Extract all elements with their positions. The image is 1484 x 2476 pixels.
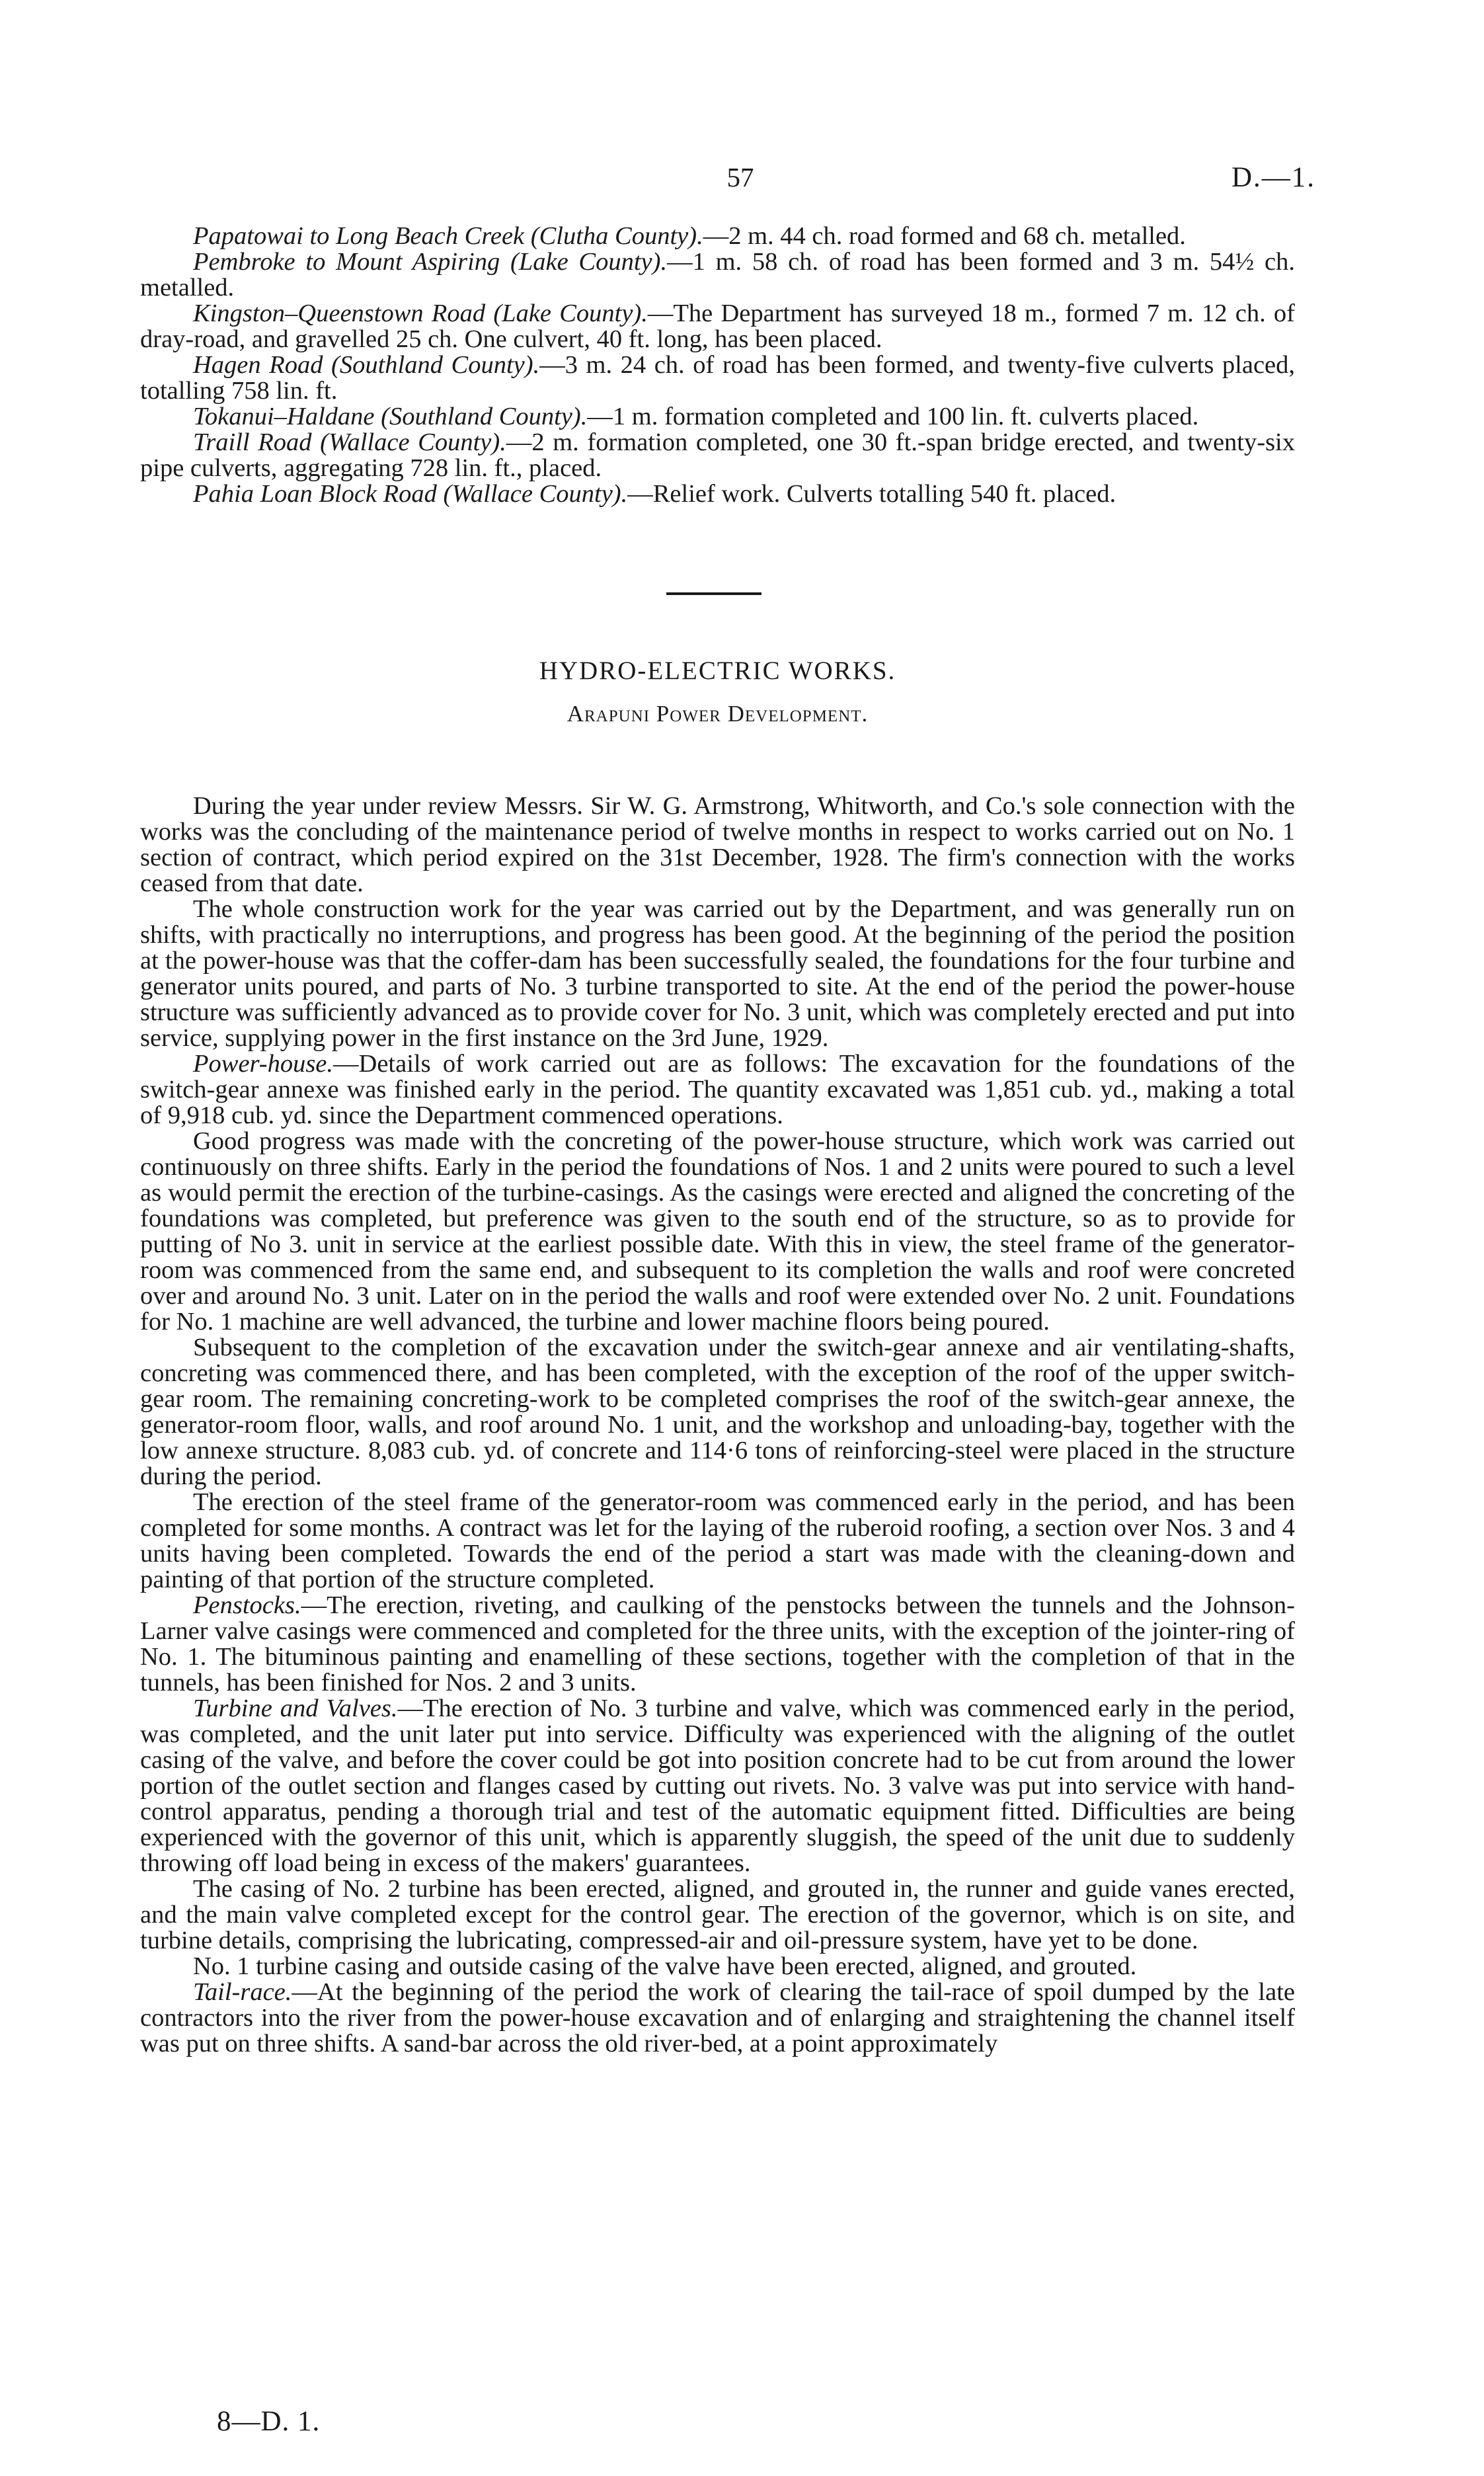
road-entry-text: —Relief work. Culverts totalling 540 ft. placed. xyxy=(627,480,1116,508)
road-entry xyxy=(140,404,1295,430)
road-entry-text: —2 m. formation completed, one 30 ft.-span bridge erected, and twenty-six pipe culverts, aggregating 728 lin. ft., placed. xyxy=(140,428,1295,482)
road-entry-title: Kingston–Queenstown Road (Lake County). xyxy=(193,300,648,327)
body-paragraph xyxy=(140,1954,1295,1979)
road-entry xyxy=(140,223,1295,249)
road-entry-text: —The Department has surveyed 18 m., formed 7 m. 12 ch. of dray-road, and gravelled 25 ch. One culvert, 40 ft. long, has been placed. xyxy=(140,300,1295,353)
road-entry xyxy=(140,352,1295,404)
paragraph-text: During the year under review Messrs. Sir W. G. Armstrong, Whitworth, and Co.'s sole connection with the works was the concluding of the maintenance period of twelve months in respect to works carried out on No. 1 section of contract, which period expired on the 31st December, 1928. The firm's connection with the works ceased from that date. xyxy=(140,792,1295,897)
paragraph-text: —The erection, riveting, and caulking of the penstocks between the tunnels and the Johnson-Larner valve casings were commenced and completed for the three units, with the exception of the jointer-ring of No. 1. The bituminous painting and enamelling of these sections, together with the completion of that in the tunnels, has been finished for Nos. 2 and 3 units. xyxy=(140,1591,1295,1697)
body-paragraph xyxy=(140,1696,1295,1876)
road-entry xyxy=(140,249,1295,301)
page-number: 57 xyxy=(726,162,754,192)
road-entry-title: Traill Road (Wallace County). xyxy=(193,428,506,456)
body-paragraph xyxy=(140,897,1295,1051)
road-entry xyxy=(140,481,1295,507)
road-entry-title: Papatowai to Long Beach Creek (Clutha County). xyxy=(193,222,703,250)
road-entry xyxy=(140,430,1295,481)
section-subheading: Arapuni Power Development. xyxy=(566,701,869,727)
road-entry-title: Tokanui–Haldane (Southland County). xyxy=(193,403,588,430)
road-entry-text: —2 m. 44 ch. road formed and 68 ch. metalled. xyxy=(703,222,1186,250)
body-paragraph xyxy=(140,1979,1295,2057)
paragraph-title: Tail-race. xyxy=(193,1978,292,2006)
paragraph-text: The erection of the steel frame of the generator-room was commenced early in the period, and has been completed for some months. A contract was let for the laying of the ruberoid roofing, a section over Nos. 3 and 4 units having been completed. Towards the end of the period a start was made with the cleaning-down and painting of that portion of the structure completed. xyxy=(140,1488,1295,1593)
body-paragraph xyxy=(140,1335,1295,1490)
road-works-list xyxy=(140,223,1295,507)
road-entry-title: Hagen Road (Southland County). xyxy=(193,351,540,379)
body-paragraph xyxy=(140,1129,1295,1335)
road-entry-title: Pembroke to Mount Aspiring (Lake County). xyxy=(193,248,668,276)
paragraph-text: The casing of No. 2 turbine has been erected, aligned, and grouted in, the runner and guide vanes erected, and the main valve completed except for the control gear. The erection of the governor, which is on site, and turbine details, comprising the lubricating, compressed-air and oil-pressure system, have yet to be done. xyxy=(140,1875,1295,1954)
road-entry-text: —1 m. formation completed and 100 lin. ft. culverts placed. xyxy=(587,403,1199,430)
paragraph-title: Power-house. xyxy=(193,1050,334,1078)
body-paragraph xyxy=(140,1593,1295,1696)
document-code: D.—1. xyxy=(1231,162,1315,193)
road-entry xyxy=(140,301,1295,352)
paragraph-text: —At the beginning of the period the work of clearing the tail-race of spoil dumped by the late contractors into the river from the power-house excavation and of enlarging and straightening the channel itself was put on three shifts. A sand-bar across the old river-bed, at a point approximately xyxy=(140,1978,1295,2057)
paragraph-title: Penstocks. xyxy=(193,1591,301,1619)
body-paragraph xyxy=(140,1490,1295,1593)
section-divider xyxy=(666,592,762,595)
printer-signature: 8—D. 1. xyxy=(217,2406,321,2437)
road-entry-text: —1 m. 58 ch. of road has been formed and 3 m. 54½ ch. metalled. xyxy=(140,248,1295,301)
road-entry-text: —3 m. 24 ch. of road has been formed, and twenty-five culverts placed, totalling 758 lin. ft. xyxy=(140,351,1295,405)
paragraph-text: No. 1 turbine casing and outside casing of the valve have been erected, aligned, and grouted. xyxy=(193,1952,1137,1980)
body-paragraph xyxy=(140,1051,1295,1129)
road-entry-title: Pahia Loan Block Road (Wallace County). xyxy=(193,480,628,508)
paragraph-text: Subsequent to the completion of the excavation under the switch-gear annexe and air ventilating-shafts, concreting was commenced there, and has been completed, with the exception of the roof of the upper switch-gear room. The remaining concreting-work to be completed comprises the roof of the switch-gear annexe, the generator-room floor, walls, and roof around No. 1 unit, and the workshop and unloading-bay, together with the low annexe structure. 8,083 cub. yd. of concrete and 114·6 tons of reinforcing-steel were placed in the structure during the period. xyxy=(140,1334,1295,1490)
paragraph-text: Good progress was made with the concreting of the power-house structure, which work was carried out continuously on three shifts. Early in the period the foundations of Nos. 1 and 2 units were poured to such a level as would permit the erection of the turbine-casings. As the casings were erected and aligned the concreting of the foundations was completed, but preference was given to the south end of the structure, so as to provide for putting of No 3. unit in service at the earliest possible date. With this in view, the steel frame of the generator-room was commenced from the same end, and subsequent to its completion the walls and roof were concreted over and around No. 3 unit. Later on in the period the walls and roof were extended over No. 2 unit. Foundations for No. 1 machine are well advanced, the turbine and lower machine floors being poured. xyxy=(140,1127,1295,1336)
paragraph-text: —Details of work carried out are as follows: The excavation for the foundations of the switch-gear annexe was finished early in the period. The quantity excavated was 1,851 cub. yd., making a total of 9,918 cub. yd. since the Department commenced operations. xyxy=(140,1050,1295,1129)
section-heading: HYDRO-ELECTRIC WORKS. xyxy=(539,657,896,685)
paragraph-text: —The erection of No. 3 turbine and valve, which was commenced early in the period, was completed, and the unit later put into service. Difficulty was experienced with the aligning of the outlet casing of the valve, and before the cover could be got into position concrete had to be cut from around the lower portion of the outlet section and flanges cased by cutting out rivets. No. 3 valve was put into service with hand-control apparatus, pending a thorough trial and test of the automatic equipment fitted. Difficulties are being experienced with the governor of this unit, which is apparently sluggish, the speed of the unit due to suddenly throwing off load being in excess of the makers' guarantees. xyxy=(140,1695,1295,1877)
body-paragraph xyxy=(140,793,1295,897)
report-body xyxy=(140,793,1295,2057)
paragraph-text: The whole construction work for the year was carried out by the Department, and was generally run on shifts, with practically no interruptions, and progress has been good. At the beginning of the period the position at the power-house was that the coffer-dam has been successfully sealed, the foundations for the four turbine and generator units poured, and parts of No. 3 turbine transported to site. At the end of the period the power-house structure was sufficiently advanced as to provide cover for No. 3 unit, which was completely erected and put into service, supplying power in the first instance on the 3rd June, 1929. xyxy=(140,895,1295,1052)
paragraph-title: Turbine and Valves. xyxy=(193,1695,398,1722)
body-paragraph xyxy=(140,1876,1295,1954)
